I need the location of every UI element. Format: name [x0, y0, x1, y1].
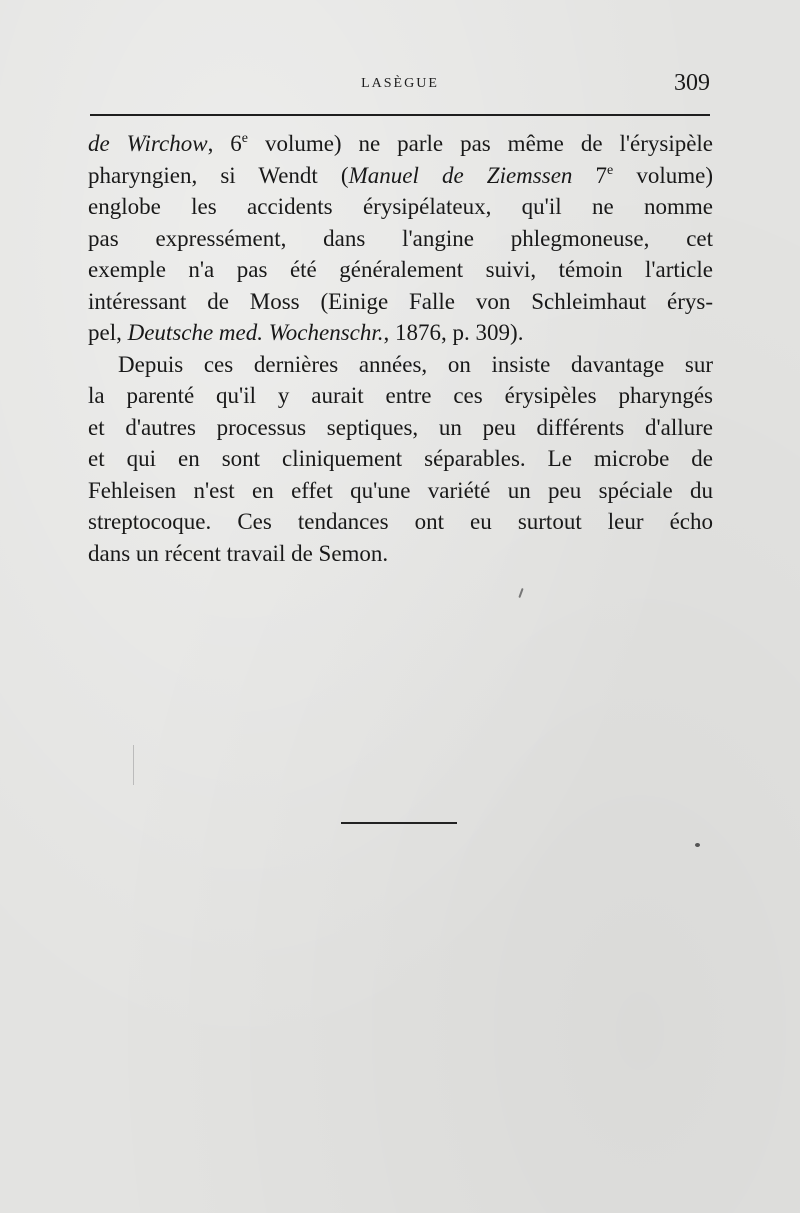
text-segment: et qui en sont cliniquement séparables. Le microbe de — [88, 446, 713, 471]
text-line — [88, 317, 713, 349]
text-line — [88, 349, 713, 381]
italic-text: de Wirchow — [88, 131, 208, 156]
page-header — [90, 70, 710, 104]
body-text — [88, 128, 713, 569]
text-segment: exemple n'a pas été généralement suivi, témoin l'article — [88, 257, 713, 282]
paper-speck — [695, 843, 700, 847]
italic-text: Deutsche med. Wochenschr. — [127, 320, 384, 345]
text-segment: englobe les accidents érysipélateux, qu'il ne nomme — [88, 194, 713, 219]
header-rule — [90, 114, 710, 116]
text-segment: , 6 — [207, 131, 242, 156]
paper-speck — [518, 588, 523, 598]
text-segment: , 1876, p. 309). — [383, 320, 524, 345]
text-segment: pel, — [88, 320, 128, 345]
text-segment: streptocoque. Ces tendances ont eu surtout leur écho — [88, 509, 713, 534]
text-line — [88, 223, 713, 255]
text-segment: pas expressément, dans l'angine phlegmoneuse, cet — [88, 225, 713, 251]
page-number: 309 — [674, 70, 710, 96]
text-segment: et d'autres processus septiques, un peu différents d'allure — [88, 414, 713, 440]
paragraph — [88, 349, 713, 570]
text-line — [88, 443, 713, 475]
text-segment: Fehleisen n'est en effet qu'une variété un peu spéciale du — [88, 477, 713, 503]
text-segment: pharyngien, si Wendt ( — [88, 162, 349, 188]
closing-rule — [341, 822, 457, 824]
text-line — [88, 128, 713, 160]
italic-text: Manuel de Ziemssen — [348, 162, 573, 188]
text-segment: volume) — [613, 162, 713, 188]
text-segment: dans un récent travail de Semon. — [88, 540, 389, 566]
text-segment: intéressant de Moss (Einige Falle von Schleimhaut érys- — [88, 288, 713, 314]
text-segment: volume) ne parle pas même de l'érysipèle — [248, 131, 714, 156]
text-line — [88, 475, 713, 507]
paragraph — [88, 128, 713, 349]
text-line — [88, 538, 713, 570]
text-segment: Depuis ces dernières années, on insiste davantage sur — [118, 351, 713, 377]
text-line — [88, 380, 713, 412]
text-segment: la parenté qu'il y aurait entre ces érysipèles pharyngés — [88, 383, 713, 408]
text-line — [88, 191, 713, 223]
text-line — [88, 254, 713, 286]
superscript: e — [607, 162, 614, 178]
paper-speck — [133, 745, 134, 785]
running-head: LASÈGUE — [361, 76, 439, 91]
text-line — [88, 412, 713, 444]
text-line — [88, 286, 713, 318]
text-line — [88, 160, 713, 192]
text-line — [88, 506, 713, 538]
text-segment: 7 — [572, 162, 608, 188]
superscript: e — [241, 131, 248, 146]
